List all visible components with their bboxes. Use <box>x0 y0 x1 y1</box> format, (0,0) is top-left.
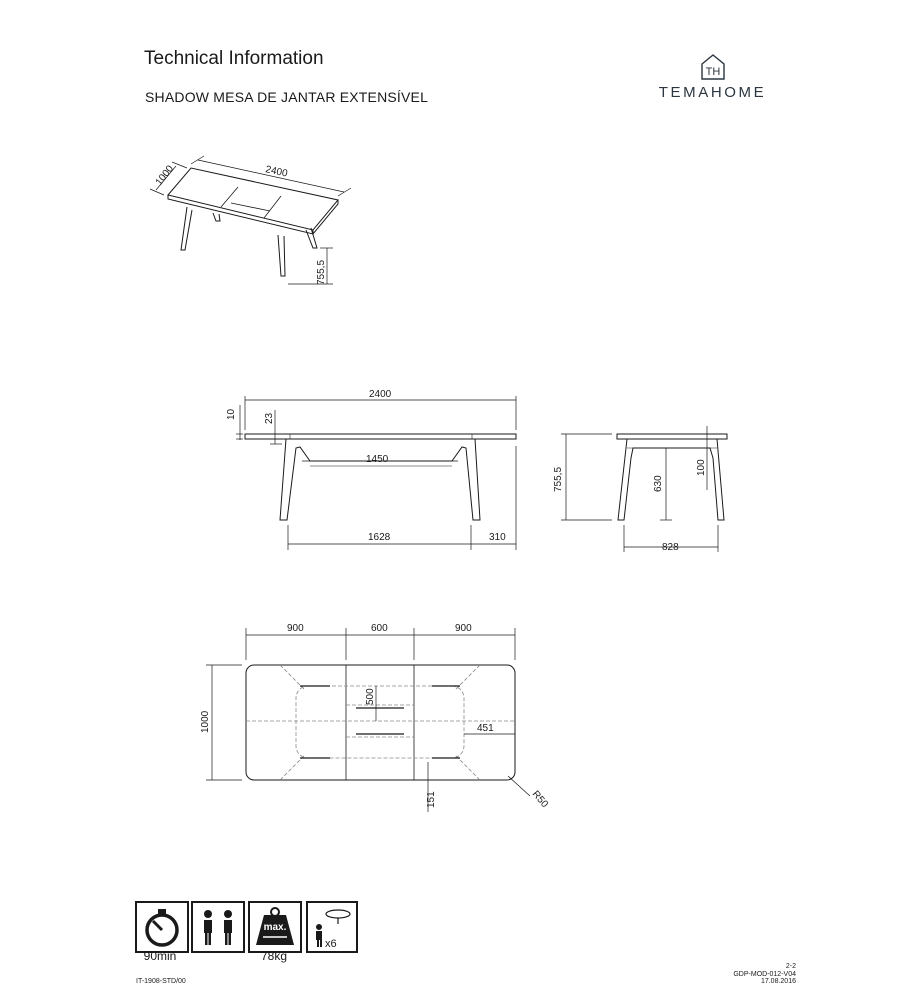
iso-tabletop <box>168 168 338 230</box>
document-date: 17.08.2016 <box>760 978 796 985</box>
seating-box <box>306 901 358 953</box>
plan-view <box>206 628 530 812</box>
side-apron-depth-label: 100 <box>696 459 707 476</box>
page-title: Technical Information <box>144 48 324 69</box>
weight-badge: max. <box>263 922 287 933</box>
iso-length-label: 2400 <box>264 164 289 180</box>
iso-height-label: 755,5 <box>316 259 327 285</box>
seats-label: x6 <box>325 938 337 950</box>
plan-width-label: 1000 <box>200 710 211 733</box>
plan-right-label: 900 <box>455 623 472 634</box>
side-apron-height-label: 630 <box>653 475 664 492</box>
weight-icon <box>250 903 300 951</box>
document-code: IT-1908-STD/00 <box>136 978 186 985</box>
people-box <box>191 901 245 953</box>
front-length-label: 2400 <box>369 389 392 400</box>
front-overhang-label: 310 <box>489 532 506 543</box>
plan-tabletop <box>246 665 515 780</box>
side-tabletop <box>617 434 727 439</box>
brand-name: TEMAHOME <box>658 84 767 101</box>
plan-center-label: 600 <box>371 623 388 634</box>
plan-offset-label: 151 <box>426 791 437 808</box>
assembly-time-label: 90min <box>143 949 177 963</box>
side-leg-span-label: 828 <box>662 542 679 553</box>
plan-left-label: 900 <box>287 623 304 634</box>
assembly-time-box <box>135 901 189 953</box>
front-leg-span-label: 1628 <box>368 532 391 543</box>
front-tabletop <box>245 434 516 439</box>
side-height-label: 755,5 <box>553 466 564 492</box>
side-view <box>561 426 727 552</box>
weight-box <box>248 901 302 953</box>
stopwatch-icon <box>137 903 187 951</box>
front-top-label: 10 <box>226 408 237 420</box>
plan-radius-label: R50 <box>529 788 550 810</box>
front-apron-label: 23 <box>264 412 275 424</box>
plan-inner-label: 500 <box>365 688 376 705</box>
product-name: SHADOW MESA DE JANTAR EXTENSÍVEL <box>145 89 429 105</box>
two-person-icon <box>193 903 243 951</box>
logo-letters: TH <box>705 66 720 78</box>
weight-label: 78kg <box>260 949 288 963</box>
form-code: GDP-MOD-012-V04 <box>733 971 796 978</box>
plan-depth-label: 451 <box>477 723 494 734</box>
front-inner-label: 1450 <box>366 454 389 465</box>
table-seating-icon <box>308 903 356 951</box>
iso-width-label: 1000 <box>153 163 177 188</box>
front-view <box>236 396 516 550</box>
page-number: 2-2 <box>785 963 796 970</box>
